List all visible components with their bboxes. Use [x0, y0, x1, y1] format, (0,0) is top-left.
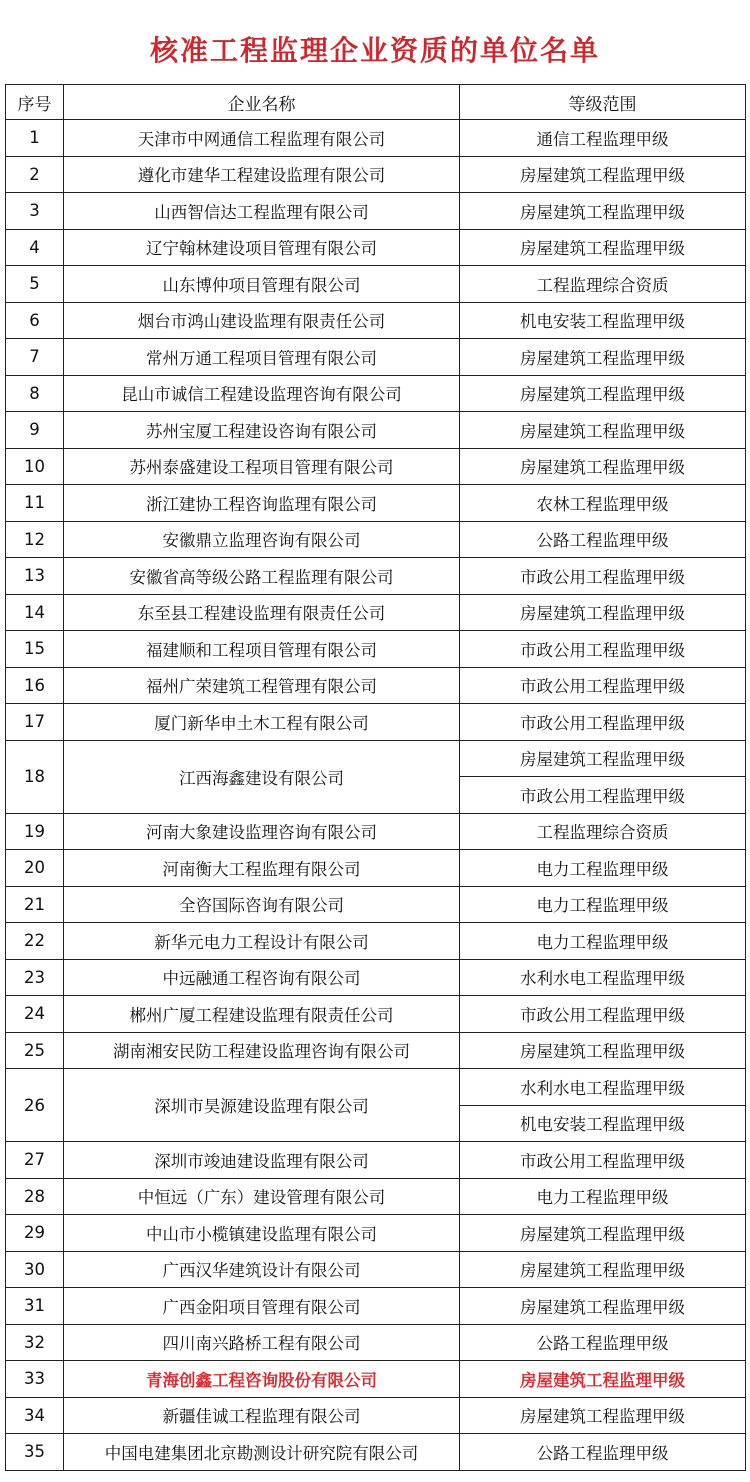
table-row	[6, 1324, 746, 1361]
grade-scope: 房屋建筑工程监理甲级	[460, 1032, 746, 1069]
row-number: 7	[6, 339, 64, 376]
company-name: 新华元电力工程设计有限公司	[64, 923, 460, 960]
table-row	[6, 448, 746, 485]
grade-scope: 公路工程监理甲级	[460, 521, 746, 558]
row-number: 9	[6, 412, 64, 449]
table-body	[6, 120, 746, 1471]
company-name: 四川南兴路桥工程有限公司	[64, 1324, 460, 1361]
grade-scope: 市政公用工程监理甲级	[460, 777, 746, 814]
company-name: 苏州宝厦工程建设咨询有限公司	[64, 412, 460, 449]
table-row	[6, 740, 746, 777]
table-row	[6, 631, 746, 668]
table-row	[6, 1251, 746, 1288]
grade-scope: 房屋建筑工程监理甲级	[460, 594, 746, 631]
row-number: 22	[6, 923, 64, 960]
company-name: 全咨国际咨询有限公司	[64, 886, 460, 923]
table-row	[6, 156, 746, 193]
company-name: 青海创鑫工程咨询股份有限公司	[64, 1361, 460, 1398]
company-name: 常州万通工程项目管理有限公司	[64, 339, 460, 376]
table-row	[6, 1142, 746, 1179]
company-name: 江西海鑫建设有限公司	[64, 740, 460, 813]
row-number: 19	[6, 813, 64, 850]
header-number: 序号	[6, 85, 64, 120]
table-row	[6, 193, 746, 230]
grade-scope: 房屋建筑工程监理甲级	[460, 375, 746, 412]
company-name: 广西汉华建筑设计有限公司	[64, 1251, 460, 1288]
company-name: 昆山市诚信工程建设监理咨询有限公司	[64, 375, 460, 412]
table-row	[6, 1361, 746, 1398]
row-number: 20	[6, 850, 64, 887]
table-row	[6, 667, 746, 704]
grade-scope: 机电安装工程监理甲级	[460, 302, 746, 339]
grade-scope: 房屋建筑工程监理甲级	[460, 156, 746, 193]
grade-scope: 房屋建筑工程监理甲级	[460, 229, 746, 266]
row-number: 5	[6, 266, 64, 303]
grade-scope: 电力工程监理甲级	[460, 886, 746, 923]
company-name: 天津市中网通信工程监理有限公司	[64, 120, 460, 157]
table-row	[6, 886, 746, 923]
row-number: 32	[6, 1324, 64, 1361]
grade-scope: 水利水电工程监理甲级	[460, 959, 746, 996]
company-name: 辽宁翰林建设项目管理有限公司	[64, 229, 460, 266]
grade-scope: 电力工程监理甲级	[460, 1178, 746, 1215]
grade-scope: 机电安装工程监理甲级	[460, 1105, 746, 1142]
grade-scope: 电力工程监理甲级	[460, 923, 746, 960]
grade-scope: 房屋建筑工程监理甲级	[460, 1361, 746, 1398]
grade-scope: 市政公用工程监理甲级	[460, 667, 746, 704]
row-number: 11	[6, 485, 64, 522]
row-number: 34	[6, 1397, 64, 1434]
row-number: 26	[6, 1069, 64, 1142]
table-row	[6, 521, 746, 558]
grade-scope: 房屋建筑工程监理甲级	[460, 1215, 746, 1252]
company-name: 中山市小榄镇建设监理有限公司	[64, 1215, 460, 1252]
company-name: 安徽省高等级公路工程监理有限公司	[64, 558, 460, 595]
header-company-name: 企业名称	[64, 85, 460, 120]
table-row	[6, 704, 746, 741]
table-row	[6, 375, 746, 412]
company-name: 深圳市竣迪建设监理有限公司	[64, 1142, 460, 1179]
table-row	[6, 1215, 746, 1252]
table-row	[6, 485, 746, 522]
qualification-table	[5, 84, 746, 1471]
company-name: 山西智信达工程监理有限公司	[64, 193, 460, 230]
table-row	[6, 1397, 746, 1434]
table-row	[6, 229, 746, 266]
grade-scope: 市政公用工程监理甲级	[460, 996, 746, 1033]
page-title: 核准工程监理企业资质的单位名单	[149, 34, 600, 67]
grade-scope: 通信工程监理甲级	[460, 120, 746, 157]
table-row	[6, 813, 746, 850]
row-number: 33	[6, 1361, 64, 1398]
row-number: 24	[6, 996, 64, 1033]
row-number: 2	[6, 156, 64, 193]
grade-scope: 公路工程监理甲级	[460, 1434, 746, 1471]
row-number: 16	[6, 667, 64, 704]
grade-scope: 工程监理综合资质	[460, 266, 746, 303]
company-name: 中国电建集团北京勘测设计研究院有限公司	[64, 1434, 460, 1471]
table-row	[6, 302, 746, 339]
row-number: 10	[6, 448, 64, 485]
company-name: 深圳市昊源建设监理有限公司	[64, 1069, 460, 1142]
grade-scope: 房屋建筑工程监理甲级	[460, 412, 746, 449]
company-name: 东至县工程建设监理有限责任公司	[64, 594, 460, 631]
table-row	[6, 1069, 746, 1106]
grade-scope: 农林工程监理甲级	[460, 485, 746, 522]
grade-scope: 工程监理综合资质	[460, 813, 746, 850]
table-row	[6, 1032, 746, 1069]
table-row	[6, 412, 746, 449]
row-number: 8	[6, 375, 64, 412]
row-number: 28	[6, 1178, 64, 1215]
company-name: 烟台市鸿山建设监理有限责任公司	[64, 302, 460, 339]
table-row	[6, 1434, 746, 1471]
company-name: 厦门新华申土木工程有限公司	[64, 704, 460, 741]
grade-scope: 房屋建筑工程监理甲级	[460, 1288, 746, 1325]
row-number: 23	[6, 959, 64, 996]
grade-scope: 市政公用工程监理甲级	[460, 1142, 746, 1179]
grade-scope: 市政公用工程监理甲级	[460, 704, 746, 741]
row-number: 35	[6, 1434, 64, 1471]
row-number: 1	[6, 120, 64, 157]
table-row	[6, 266, 746, 303]
row-number: 30	[6, 1251, 64, 1288]
row-number: 27	[6, 1142, 64, 1179]
table-row	[6, 120, 746, 157]
table-row	[6, 923, 746, 960]
company-name: 苏州泰盛建设工程项目管理有限公司	[64, 448, 460, 485]
grade-scope: 房屋建筑工程监理甲级	[460, 193, 746, 230]
table-row	[6, 339, 746, 376]
company-name: 郴州广厦工程建设监理有限责任公司	[64, 996, 460, 1033]
company-name: 福州广荣建筑工程管理有限公司	[64, 667, 460, 704]
grade-scope: 房屋建筑工程监理甲级	[460, 448, 746, 485]
table-header-row	[6, 85, 746, 120]
row-number: 4	[6, 229, 64, 266]
row-number: 14	[6, 594, 64, 631]
company-name: 安徽鼎立监理咨询有限公司	[64, 521, 460, 558]
grade-scope: 房屋建筑工程监理甲级	[460, 740, 746, 777]
company-name: 湖南湘安民防工程建设监理咨询有限公司	[64, 1032, 460, 1069]
row-number: 31	[6, 1288, 64, 1325]
row-number: 13	[6, 558, 64, 595]
company-name: 山东博仲项目管理有限公司	[64, 266, 460, 303]
row-number: 21	[6, 886, 64, 923]
row-number: 3	[6, 193, 64, 230]
company-name: 福建顺和工程项目管理有限公司	[64, 631, 460, 668]
table-row	[6, 1178, 746, 1215]
grade-scope: 房屋建筑工程监理甲级	[460, 1251, 746, 1288]
grade-scope: 公路工程监理甲级	[460, 1324, 746, 1361]
row-number: 18	[6, 740, 64, 813]
grade-scope: 水利水电工程监理甲级	[460, 1069, 746, 1106]
company-name: 中远融通工程咨询有限公司	[64, 959, 460, 996]
row-number: 12	[6, 521, 64, 558]
company-name: 河南衡大工程监理有限公司	[64, 850, 460, 887]
grade-scope: 电力工程监理甲级	[460, 850, 746, 887]
company-name: 河南大象建设监理咨询有限公司	[64, 813, 460, 850]
company-name: 中恒远（广东）建设管理有限公司	[64, 1178, 460, 1215]
grade-scope: 市政公用工程监理甲级	[460, 631, 746, 668]
table-row	[6, 594, 746, 631]
table-row	[6, 558, 746, 595]
company-name: 浙江建协工程咨询监理有限公司	[64, 485, 460, 522]
company-name: 遵化市建华工程建设监理有限公司	[64, 156, 460, 193]
row-number: 25	[6, 1032, 64, 1069]
table-row	[6, 850, 746, 887]
table-row	[6, 959, 746, 996]
table-row	[6, 996, 746, 1033]
row-number: 6	[6, 302, 64, 339]
grade-scope: 房屋建筑工程监理甲级	[460, 339, 746, 376]
row-number: 17	[6, 704, 64, 741]
company-name: 新疆佳诚工程监理有限公司	[64, 1397, 460, 1434]
grade-scope: 市政公用工程监理甲级	[460, 558, 746, 595]
table-row	[6, 1288, 746, 1325]
row-number: 15	[6, 631, 64, 668]
row-number: 29	[6, 1215, 64, 1252]
grade-scope: 房屋建筑工程监理甲级	[460, 1397, 746, 1434]
header-grade-scope: 等级范围	[460, 85, 746, 120]
company-name: 广西金阳项目管理有限公司	[64, 1288, 460, 1325]
